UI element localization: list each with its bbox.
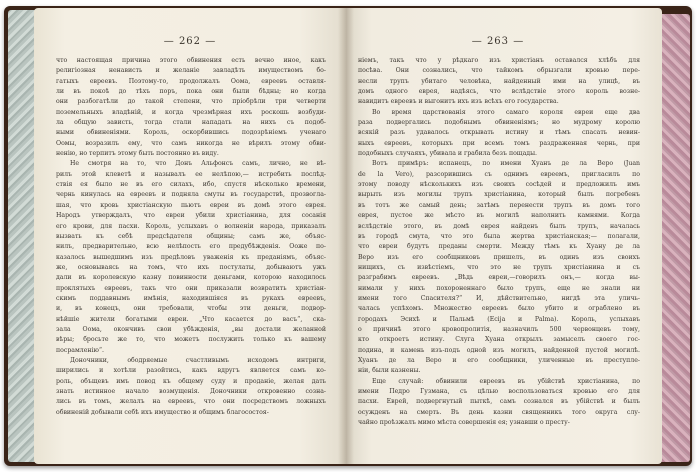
book-gutter (338, 8, 354, 464)
text-line: ствія ея было не въ его силахъ, ибо, спустя нѣсколько времени, (56, 181, 326, 189)
right-page-number: — 263 — (471, 36, 525, 47)
text-line: зала Оома, окончивъ свои убѣжденія, „вы достали желанной (56, 325, 326, 333)
text-line: Во время царствованія этого самаго короля евреи еще два (372, 108, 640, 116)
text-line: пасхи. Еврей, подвергнутый пыткѣ, самъ сознался въ убійствѣ и былъ (358, 398, 640, 406)
text-line: всякій разъ удавалось открывать истину и тѣмъ спасать невин- (358, 129, 640, 137)
text-line: въ тотъ же самый день; затѣмъ перенести трупъ въ домъ того (358, 201, 640, 209)
text-line: Оомы, возразилъ ему, что самъ никогда не вѣрилъ этому обви- (56, 139, 326, 147)
text-line: вслѣдствіе этого, въ домѣ еврея найденъ былъ трупъ, началась (358, 222, 640, 230)
text-line: они разбогатѣли до такой степени, что пріобрѣли три четверти (56, 98, 326, 106)
text-line: ніи, были казнены. (358, 367, 421, 375)
text-line: нимали у нихъ похороненнаго было трупъ, еще не знали ни (358, 284, 640, 292)
text-line: скимъ поддавнымъ имѣнія, находившіяся въ рукахъ евреевъ, (56, 294, 326, 302)
text-line: кто откроетъ истину. Слуга Хуана открылъ замыселъ своего гос- (358, 336, 640, 344)
text-line: Хуанъ де ла Веро и его сообщники, уличенные въ преступле- (358, 356, 640, 364)
text-line: нищихъ, съ извѣстіемъ, что это не трупъ христіанина и съ (358, 263, 640, 271)
text-line: Народъ утверждалъ, что евреи убили христіанина, для сосанія (56, 212, 326, 220)
text-line: Еще случай: обвинили евреевъ въ убійствѣ христіанина, по (372, 377, 640, 385)
text-line: дали въ королевскую казну повинности деньгами, которою находилось (56, 274, 326, 282)
text-line: Не смотря на то, что Донъ Альфонсъ самъ, лично, не вѣ- (70, 160, 326, 168)
text-line: обвиненій добывали себѣ ихъ имущество и общимъ благосостоя- (56, 408, 269, 416)
text-line: и, въ конецъ, они требовали, чтобы эти деньги, подвор- (56, 305, 326, 313)
text-line: вызвать къ себѣ предсѣдателя общины; самъ же, объяс- (56, 232, 326, 240)
text-line: его крови, для пасхи. Король, услыхавъ о волненіи народа, приказалъ (56, 222, 326, 230)
text-line: раза подвергались подобнымъ обвиненіямъ; но мудрому королю (358, 119, 640, 127)
text-line: домъ одного еврея, надѣясь, что вслѣдствіе этого король возне- (358, 88, 640, 96)
text-line: проклятыхъ евреевъ, такъ что они приказали возвратить христіан- (56, 284, 326, 292)
text-line: нѣйшіе жители богатыми евреи. „Что касается до васъ“, ска- (56, 315, 326, 323)
text-line: что евреи будутъ преданы смерти. Между тѣмъ къ Хуану де ла (358, 243, 640, 251)
text-line: нилъ, предварительно, всю нелѣпость его предубѣжденія. Ооже по- (56, 243, 326, 251)
text-line: еврея, пустое же мѣсто въ могилѣ наполнить камнями. Когда (358, 212, 640, 220)
left-page-number: — 262 — (163, 36, 217, 47)
text-line: поземельныхъ владѣній, и когда чрезмѣрная ихъ роскошь возбуди- (56, 108, 326, 116)
text-line: чалась успѣхомъ. Множество евреевъ было убито и ограблено въ (358, 305, 640, 313)
text-line: имени Педро Гузмана, съ цѣлью воспользоваться кровью его для (358, 388, 640, 395)
text-line: чайно проѣзжалъ мимо мѣста совершенія ея; узнавши о престу- (358, 419, 570, 427)
text-line: шая, что кровь христіанскую пьютъ евреи въ домѣ этого еврея. (56, 201, 326, 209)
text-line: казалось вышедшимъ изъ предѣловъ уваженія къ преданіямъ, объяс- (56, 253, 326, 261)
right-page (346, 8, 662, 464)
text-line: роль, объщевъ имъ повод къ общему суду и проданіе, желая дать (56, 377, 326, 385)
text-line: ныхъ евреевъ, которыхъ при всемъ томъ раздраженная чернь, при (358, 139, 640, 147)
text-line: навидитъ евреевъ и выгонитъ ихъ изъ всѣхъ его государства. (358, 98, 559, 106)
text-line: ніемъ, такъ что у рѣдкаго изъ христіанъ оставался хлѣбъ для (358, 57, 640, 64)
text-line: ширились и хотѣли разойтись, какъ вдругъ является самъ ко- (56, 367, 326, 375)
left-page-text (56, 56, 326, 418)
text-line: de la Vero), разсорившись съ однимъ евреемъ, пригласилъ по (358, 170, 640, 178)
text-line: Вотъ примѣръ: испанецъ, по имени Хуанъ де ла Веро (Juan (372, 160, 640, 168)
text-line: ла общую зависть, тогда стали нападать на нихъ съ подоб- (56, 119, 326, 127)
text-line: же, основываясь на томъ, что ихъ постулаты, добываютъ ужъ (56, 263, 326, 271)
text-line: ли въ покоѣ до тѣхъ поръ, пока они были бѣдны; но когда (56, 88, 326, 96)
left-page (34, 8, 346, 464)
text-line: въ городѣ смута, что это была жертва христіанская;— полагали, (358, 232, 640, 240)
right-page-text (358, 56, 640, 428)
text-line: Веро изъ его сообщниковъ пришелъ, въ одинъ изъ своихъ (358, 253, 640, 261)
text-line: подобныхъ случаяхъ, убивала и грабила безъ пощады. (358, 150, 537, 158)
text-line: чернь кинулась на евреевъ и подняла смуты въ государствѣ, прозвогла- (56, 191, 326, 199)
text-line: этому поводу нѣсколькихъ изъ своихъ сосѣдей и предложилъ имъ (358, 181, 640, 189)
text-line: вѣры; бросьте же то, что можетъ послужить только къ вашему (56, 336, 326, 344)
text-line: осужденъ на смерть. Въ день казни священникъ того округа слу- (358, 408, 640, 416)
text-line: гатыхъ евреевъ. Поэтому-то, продолжалъ Оома, евреевъ оставля- (56, 77, 326, 85)
text-line: несли трупъ убитаго человѣка, найденный ими на улицѣ, въ (358, 77, 640, 85)
text-line: что настоящая причина этого обвинения есть вечно иное, какъ (56, 57, 326, 64)
text-line: ными обвиненіями. Король, оскорбившись подозрѣніемъ ученаго (56, 129, 326, 137)
text-line: вырыть изъ могилы трупъ христіанина, который былъ погребенъ (358, 191, 640, 199)
text-line: посрамленію“. (56, 346, 104, 354)
text-line: разграбимъ евреевъ. „Вѣдь евреи,—говорилъ онъ,— когда вы- (358, 274, 640, 282)
text-line: посѣва. Они сознались, что тайкомъ обрызгали кровью пере- (358, 67, 640, 75)
text-line: лись въ томъ, желалъ на евреевъ, что они посредствомъ ложныхъ (56, 398, 326, 406)
text-line: городахъ Эсихѣ и Пальмѣ (Ecija и Palma). Король, услыхавъ (358, 315, 640, 323)
text-line: рилъ этой клеветѣ и называлъ ее нелѣпою,— истребить послѣд- (56, 170, 326, 178)
text-line: подина, и камень изъ-подъ одной изъ могилъ, найденной пустой могилѣ. (358, 346, 640, 354)
text-line: имени того Спасителя?“ И, дѣйствительно, нигдѣ эта уличь- (358, 294, 640, 302)
text-line: о причинѣ этого кровопролитія, назначилъ 500 червонцевъ тому, (358, 325, 640, 333)
text-line: знать истинное начало возмущенія. Доночники откровенно созна- (56, 388, 326, 395)
text-line: Доночники, ободряемые счастливымъ исходомъ интриги, (70, 356, 326, 364)
text-line: ненію, но терпитъ этому быть постоянно въ виду. (56, 150, 219, 158)
text-line: религіозная ненависть и желаніе завладѣть имуществомъ бо- (56, 67, 326, 75)
